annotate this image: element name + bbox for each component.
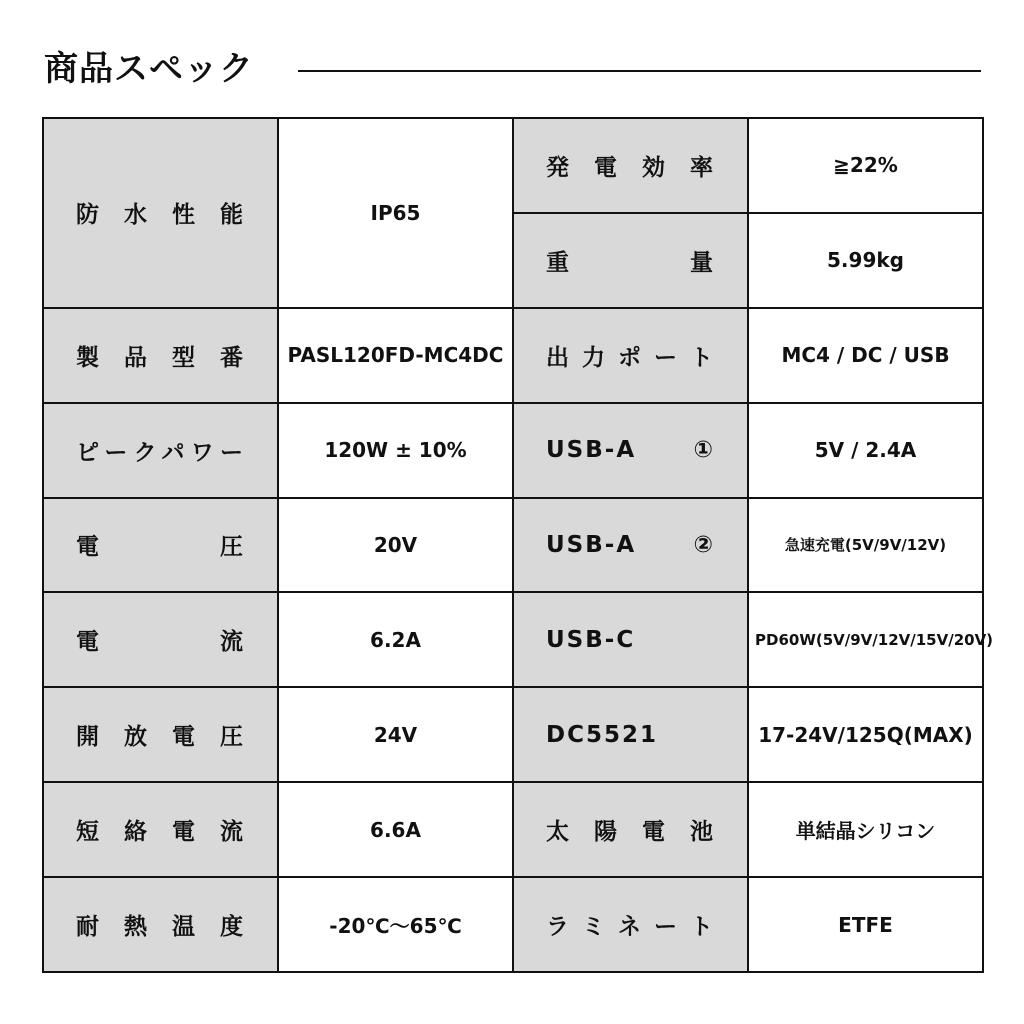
spec-label-solar-cell: 太陽電池 <box>513 782 748 877</box>
spec-value-usb-a1: 5V / 2.4A <box>748 403 983 498</box>
spec-value-short-current: 6.6A <box>278 782 513 877</box>
spec-value-current: 6.2A <box>278 592 513 687</box>
spec-label-waterproof: 防水性能 <box>43 118 278 308</box>
table-row <box>43 782 983 877</box>
page-title: 商品スペック <box>44 49 254 89</box>
spec-value-heat-resistance: -20℃～65℃ <box>278 877 513 972</box>
spec-value-model: PASL120FD-MC4DC <box>278 308 513 403</box>
spec-label-output-ports: 出力ポート <box>513 308 748 403</box>
spec-value-waterproof: IP65 <box>278 118 513 308</box>
spec-value-usb-a2: 急速充電(5V/9V/12V) <box>748 498 983 593</box>
spec-label-peak-power: ピークパワー <box>43 403 278 498</box>
spec-value-solar-cell: 単結晶シリコン <box>748 782 983 877</box>
spec-value-peak-power: 120W ± 10% <box>278 403 513 498</box>
spec-value-laminate: ETFE <box>748 877 983 972</box>
spec-value-efficiency: ≧22% <box>748 118 983 213</box>
spec-label-short-current: 短絡電流 <box>43 782 278 877</box>
spec-label-voltage: 電圧 <box>43 498 278 593</box>
spec-table <box>42 117 994 973</box>
spec-label-efficiency: 発電効率 <box>513 118 748 213</box>
table-row <box>43 592 983 687</box>
spec-label-current: 電流 <box>43 592 278 687</box>
spec-value-dc5521: 17-24V/125Q(MAX) <box>748 687 983 782</box>
spec-value-voltage: 20V <box>278 498 513 593</box>
table-row <box>43 877 983 972</box>
table-row <box>43 308 983 403</box>
spec-label-usb-c: USB-C <box>513 592 748 687</box>
spec-label-weight: 重量 <box>513 213 748 308</box>
spec-label-model: 製品型番 <box>43 308 278 403</box>
spec-value-open-voltage: 24V <box>278 687 513 782</box>
spec-label-usb-a2: USB-A② <box>513 498 748 593</box>
spec-label-laminate: ラミネート <box>513 877 748 972</box>
spec-label-open-voltage: 開放電圧 <box>43 687 278 782</box>
table-row <box>43 687 983 782</box>
spec-value-usb-c: PD60W(5V/9V/12V/15V/20V) <box>748 592 983 687</box>
title-divider <box>298 70 981 72</box>
spec-label-heat-resistance: 耐熱温度 <box>43 877 278 972</box>
spec-label-usb-a1: USB-A① <box>513 403 748 498</box>
table-row <box>43 118 983 213</box>
spec-value-weight: 5.99kg <box>748 213 983 308</box>
table-row <box>43 498 983 593</box>
table-row <box>43 403 983 498</box>
spec-value-output-ports: MC4 / DC / USB <box>748 308 983 403</box>
spec-label-dc5521: DC5521 <box>513 687 748 782</box>
